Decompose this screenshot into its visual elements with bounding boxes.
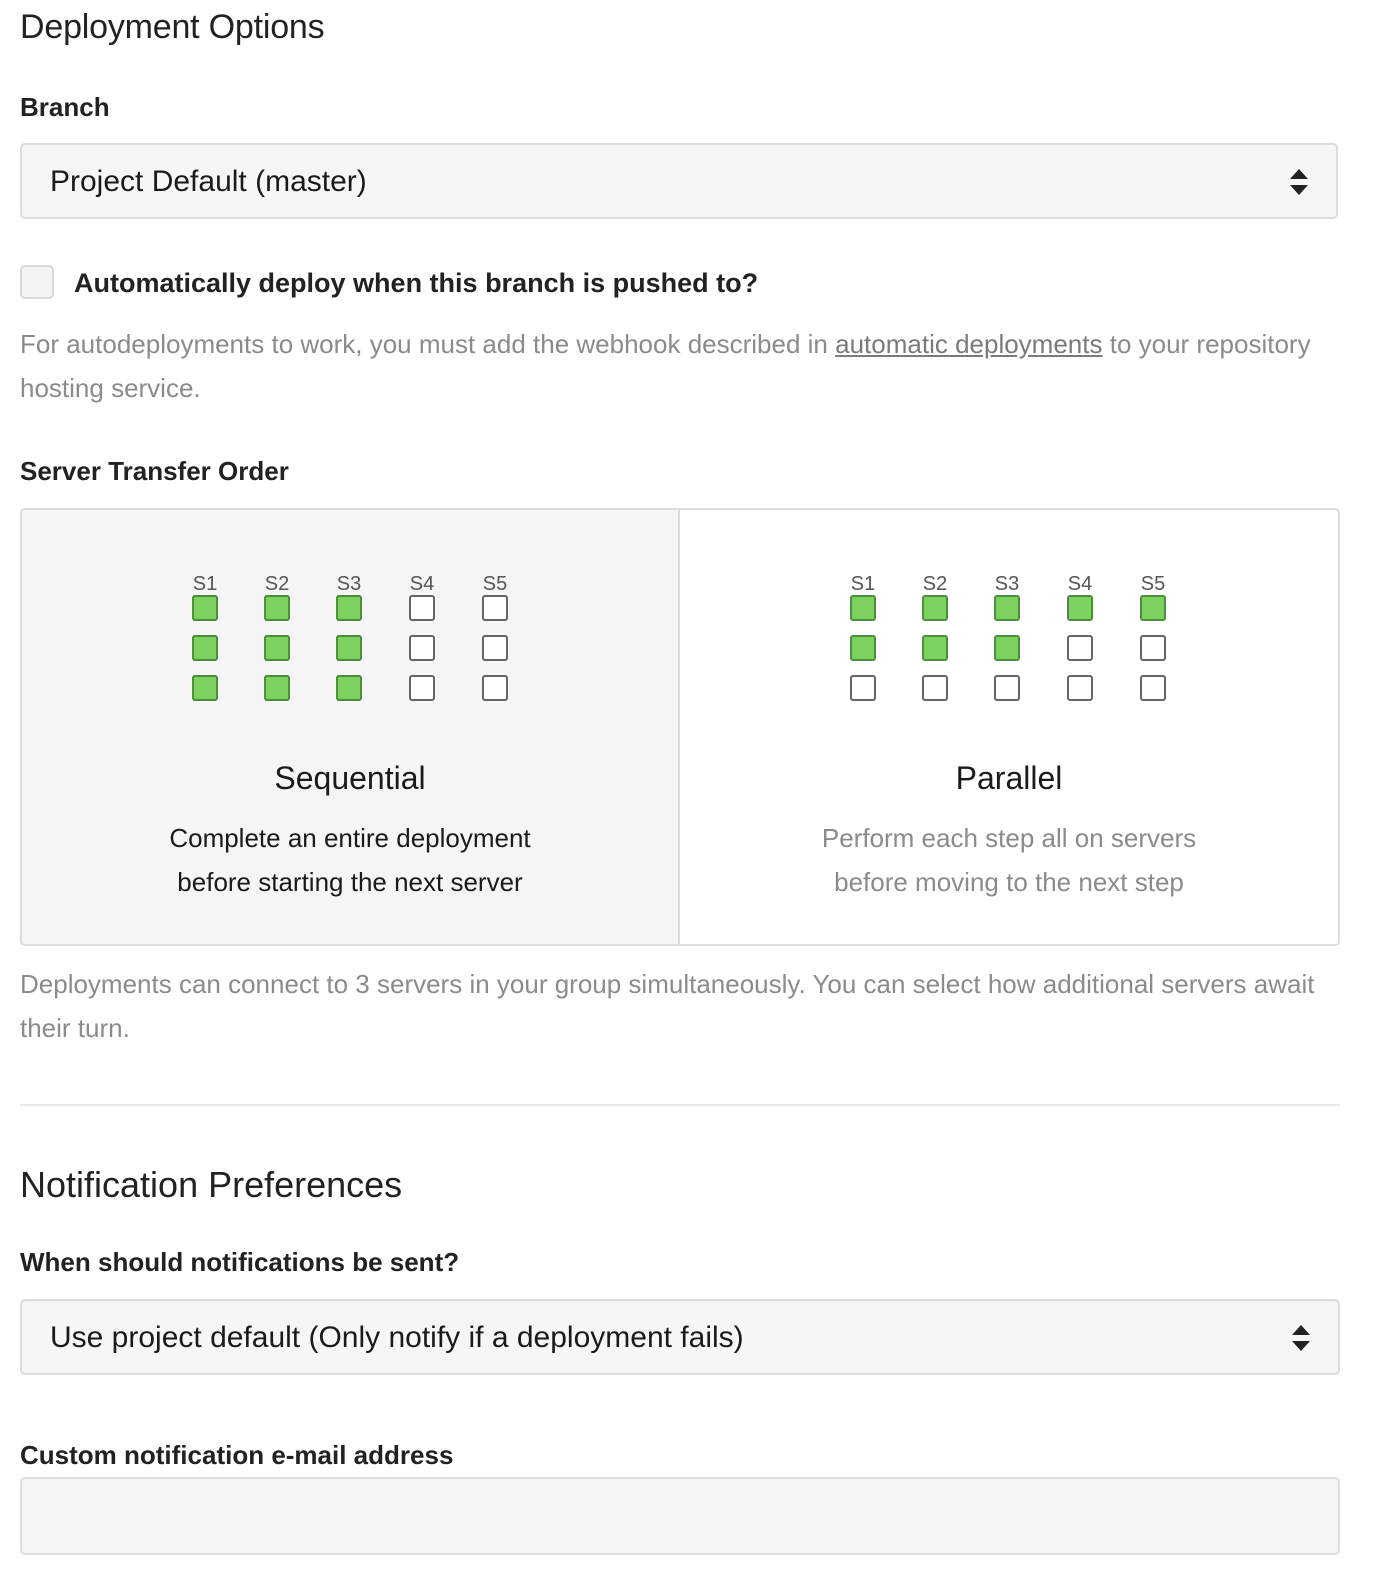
server-step-cell	[1067, 675, 1093, 701]
server-step-cell	[994, 635, 1020, 661]
server-step-cell	[192, 595, 218, 621]
sequential-description	[22, 816, 678, 904]
server-step-cell	[1140, 595, 1166, 621]
server-step-cell	[994, 675, 1020, 701]
select-arrows-icon	[1288, 167, 1310, 197]
server-label-s2: S2	[264, 573, 290, 595]
automatic-deployments-link[interactable]: automatic deployments	[835, 329, 1103, 359]
server-label-s1: S1	[192, 573, 218, 595]
notifications-when-value: Use project default (Only notify if a deployment fails)	[50, 1321, 744, 1354]
server-step-cell	[922, 635, 948, 661]
custom-email-input[interactable]	[20, 1477, 1340, 1555]
autodeploy-help-text	[20, 322, 1350, 410]
sequential-desc-line: before starting the next server	[177, 867, 523, 897]
notifications-when-label: When should notifications be sent?	[20, 1247, 460, 1277]
server-step-cell	[409, 635, 435, 661]
deployment-options-heading: Deployment Options	[20, 8, 325, 46]
server-step-cell	[192, 635, 218, 661]
server-step-cell	[850, 635, 876, 661]
server-step-cell	[336, 635, 362, 661]
parallel-desc-line: before moving to the next step	[834, 867, 1184, 897]
parallel-option[interactable]	[680, 510, 1338, 944]
server-label-s3: S3	[336, 573, 362, 595]
server-step-cell	[922, 595, 948, 621]
section-divider	[20, 1104, 1340, 1106]
server-step-cell	[1140, 635, 1166, 661]
server-transfer-order-label: Server Transfer Order	[20, 456, 289, 486]
transfer-order-help: Deployments can connect to 3 servers in your group simultaneously. You can select how additional servers await their turn.	[20, 969, 1315, 1043]
parallel-desc-line: Perform each step all on servers	[821, 823, 1197, 853]
sequential-server-grid	[22, 510, 678, 740]
branch-select-value: Project Default (master)	[50, 165, 367, 198]
server-step-cell	[482, 635, 508, 661]
autodeploy-checkbox[interactable]	[20, 265, 54, 299]
server-step-cell	[1067, 595, 1093, 621]
autodeploy-help-part: For autodeployments to work, you must add the webhook described in	[20, 329, 836, 359]
server-label-s2: S2	[922, 573, 948, 595]
sequential-desc-line: Complete an entire deployment	[169, 823, 531, 853]
branch-select[interactable]	[20, 143, 1338, 219]
server-step-cell	[409, 675, 435, 701]
server-label-s3: S3	[994, 573, 1020, 595]
server-step-cell	[994, 595, 1020, 621]
server-step-cell	[482, 595, 508, 621]
server-step-cell	[850, 675, 876, 701]
notifications-when-select[interactable]	[20, 1299, 1340, 1375]
server-label-s5: S5	[482, 573, 508, 595]
server-step-cell	[336, 675, 362, 701]
parallel-description	[680, 816, 1338, 904]
server-label-s1: S1	[850, 573, 876, 595]
server-step-cell	[264, 595, 290, 621]
server-step-cell	[336, 595, 362, 621]
custom-email-label: Custom notification e-mail address	[20, 1440, 454, 1470]
autodeploy-label[interactable]: Automatically deploy when this branch is pushed to?	[74, 268, 759, 298]
autodeploy-help-part: to your repository hosting service.	[20, 329, 1311, 403]
server-step-cell	[409, 595, 435, 621]
server-step-cell	[264, 635, 290, 661]
parallel-server-grid	[680, 510, 1338, 740]
server-step-cell	[192, 675, 218, 701]
branch-label: Branch	[20, 92, 110, 122]
server-step-cell	[1140, 675, 1166, 701]
server-step-cell	[850, 595, 876, 621]
server-label-s4: S4	[409, 573, 435, 595]
transfer-order-options	[20, 508, 1340, 946]
sequential-option[interactable]	[22, 510, 680, 944]
parallel-title: Parallel	[955, 760, 1063, 796]
sequential-title: Sequential	[274, 760, 426, 796]
notification-preferences-heading: Notification Preferences	[20, 1164, 403, 1205]
server-step-cell	[922, 675, 948, 701]
server-step-cell	[264, 675, 290, 701]
select-arrows-icon	[1290, 1323, 1312, 1353]
server-step-cell	[482, 675, 508, 701]
server-label-s4: S4	[1067, 573, 1093, 595]
server-label-s5: S5	[1140, 573, 1166, 595]
server-step-cell	[1067, 635, 1093, 661]
